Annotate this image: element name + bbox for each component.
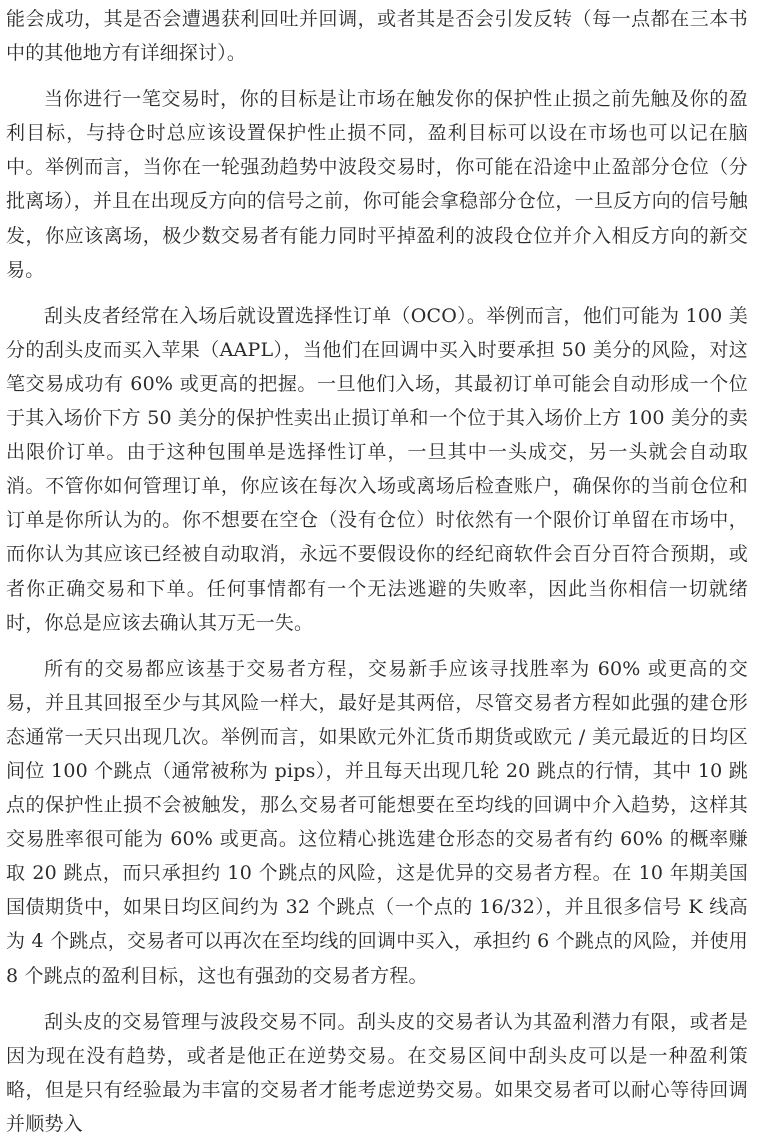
paragraph-4: 所有的交易都应该基于交易者方程，交易新手应该寻找胜率为 60% 或更高的交易，并且其回报至少与其风险一样大，最好是其两倍，尽管交易者方程如此强的建仓形态通常一天只出现几次。举例而言，如果欧元外汇货币期货或欧元 / 美元最近的日均区间位 100 个跳点（通常被称为 pips），并且每天出现几轮 20 跳点的行情，其中 10 跳点的保护性止损不会被触发，那么交易者可能想要在至均线的回调中介入趋势，这样其交易胜率很可能为 60% 或更高。这位精心挑选建仓形态的交易者有约 60% 的概率赚取 20 跳点，而只承担约 10 个跳点的风险，这是优异的交易者方程。在 10 年期美国国债期货中，如果日均区间约为 32 个跳点（一个点的 16/32），并且很多信号 K 线高为 4 个跳点，交易者可以再次在至均线的回调中买入，承担约 6 个跳点的风险，并使用 8 个跳点的盈利目标，这也有强劲的交易者方程。 [6,657,748,987]
paragraph-5: 刮头皮的交易管理与波段交易不同。刮头皮的交易者认为其盈利潜力有限，或者是因为现在没有趋势，或者是他正在逆势交易。在交易区间中刮头皮可以是一种盈利策略，但是只有经验最为丰富的交易者才能考虑逆势交易。如果交易者可以耐心等待回调并顺势入 [6,1010,748,1135]
paragraph-3: 刮头皮者经常在入场后就设置选择性订单（OCO）。举例而言，他们可能为 100 美分的刮头皮而买入苹果（AAPL），当他们在回调中买入时要承担 50 美分的风险，对这笔交易成功有 60% 或更高的把握。一旦他们入场，其最初订单可能会自动形成一个位于其入场价下方 50 美分的保护性卖出止损订单和一个位于其入场价上方 100 美分的卖出限价订单。由于这种包围单是选择性订单，一旦其中一头成交，另一头就会自动取消。不管你如何管理订单，你应该在每次入场或离场后检查账户，确保你的当前仓位和订单是你所认为的。你不想要在空仓（没有仓位）时依然有一个限价订单留在市场中，而你认为其应该已经被自动取消，永远不要假设你的经纪商软件会百分百符合预期，或者你正确交易和下单。任何事情都有一个无法逃避的失败率，因此当你相信一切就绪时，你总是应该去确认其万无一失。 [6,304,748,634]
paragraph-2: 当你进行一笔交易时，你的目标是让市场在触发你的保护性止损之前先触及你的盈利目标，与持仓时总应该设置保护性止损不同，盈利目标可以设在市场也可以记在脑中。举例而言，当你在一轮强劲趋势中波段交易时，你可能在沿途中止盈部分仓位（分批离场），并且在出现反方向的信号之前，你可能会拿稳部分仓位，一旦反方向的信号触发，你应该离场，极少数交易者有能力同时平掉盈利的波段仓位并介入相反方向的新交易。 [6,88,748,281]
paragraph-1: 能会成功，其是否会遭遇获利回吐并回调，或者其是否会引发反转（每一点都在三本书中的其他地方有详细探讨）。 [6,8,748,65]
